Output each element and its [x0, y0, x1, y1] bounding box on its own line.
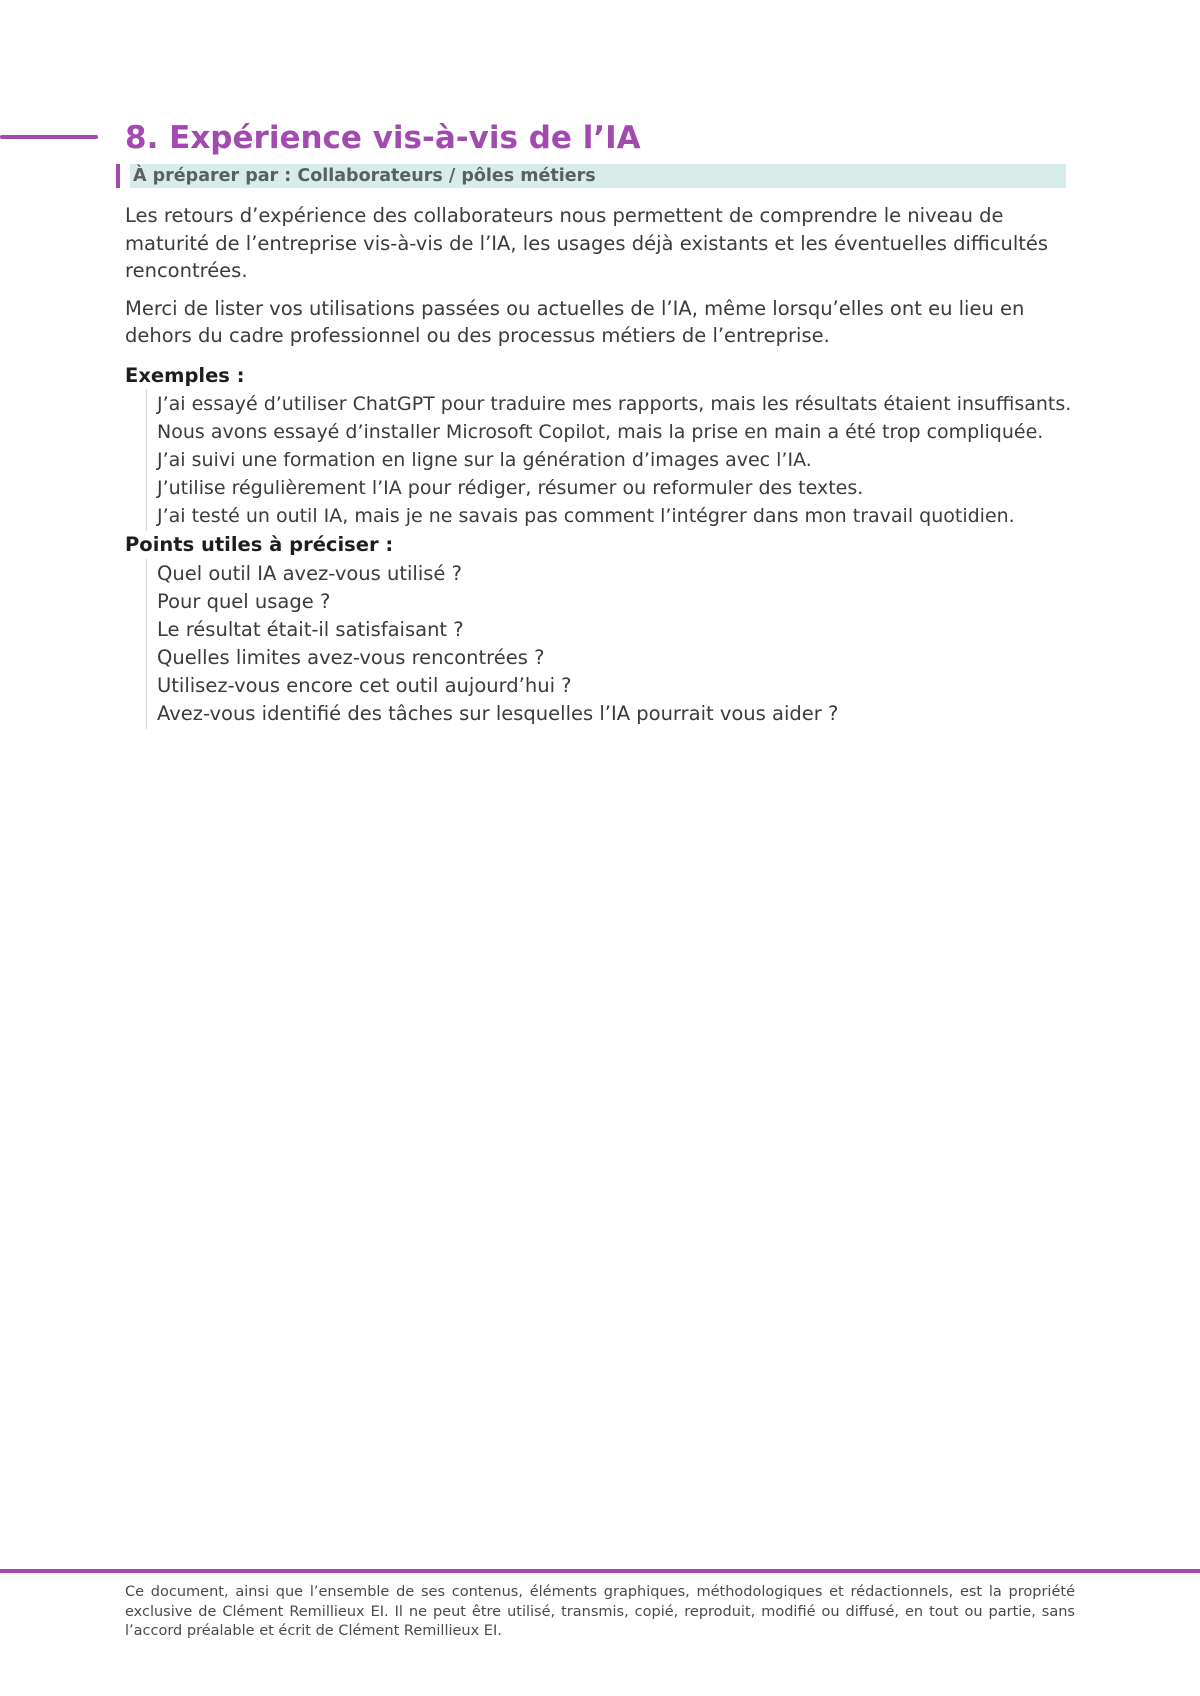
point-item: Le résultat était-il satisfaisant ?	[157, 617, 464, 641]
point-item: Avez-vous identifié des tâches sur lesquelles l’IA pourrait vous aider ?	[157, 701, 839, 725]
example-item: J’ai essayé d’utiliser ChatGPT pour traduire mes rapports, mais les résultats étaient insuffisants.	[157, 393, 1072, 415]
points-heading: Points utiles à préciser :	[125, 533, 394, 556]
point-item: Utilisez-vous encore cet outil aujourd’hui ?	[157, 673, 572, 697]
section-body	[125, 202, 1080, 729]
examples-list	[146, 389, 1080, 531]
footer-copyright-notice: Ce document, ainsi que l’ensemble de ses contenus, éléments graphiques, méthodologiques et rédactionnels, est la propriété exclusive de Clément Remillieux EI. Il ne peut être utilisé, transmis, copié, reproduit, modifié ou diffusé, en tout ou partie, sans l’accord préalable et écrit de Clément Remillieux EI.	[125, 1584, 1075, 1639]
example-item: Nous avons essayé d’installer Microsoft Copilot, mais la prise en main a été trop compliquée.	[157, 421, 1044, 443]
intro-paragraph-2: Merci de lister vos utilisations passées ou actuelles de l’IA, même lorsqu’elles ont eu lieu en dehors du cadre professionnel ou des processus métiers de l’entreprise.	[125, 296, 1025, 347]
prepared-by-text: À préparer par : Collaborateurs / pôles métiers	[133, 166, 596, 186]
point-item: Quelles limites avez-vous rencontrées ?	[157, 645, 545, 669]
examples-heading: Exemples :	[125, 363, 245, 387]
intro-paragraph-1: Les retours d’expérience des collaborateurs nous permettent de comprendre le niveau de maturité de l’entreprise vis-à-vis de l’IA, les usages déjà existants et les éventuelles difficultés rencontrées.	[125, 204, 1049, 282]
example-item: J’utilise régulièrement l’IA pour rédiger, résumer ou reformuler des textes.	[157, 477, 864, 499]
prepared-by-marker	[116, 164, 120, 188]
point-item: Pour quel usage ?	[157, 589, 331, 613]
points-list	[146, 559, 1080, 729]
prepared-by-highlight	[130, 164, 1066, 188]
prepared-by-band	[116, 164, 1066, 188]
section-title: 8. Expérience vis-à-vis de l’IA	[125, 120, 641, 156]
footer-rule	[0, 1569, 1200, 1573]
title-accent-rule	[0, 135, 98, 139]
example-item: J’ai testé un outil IA, mais je ne savais pas comment l’intégrer dans mon travail quotidien.	[157, 505, 1015, 527]
example-item: J’ai suivi une formation en ligne sur la génération d’images avec l’IA.	[157, 449, 812, 471]
point-item: Quel outil IA avez-vous utilisé ?	[157, 561, 462, 585]
